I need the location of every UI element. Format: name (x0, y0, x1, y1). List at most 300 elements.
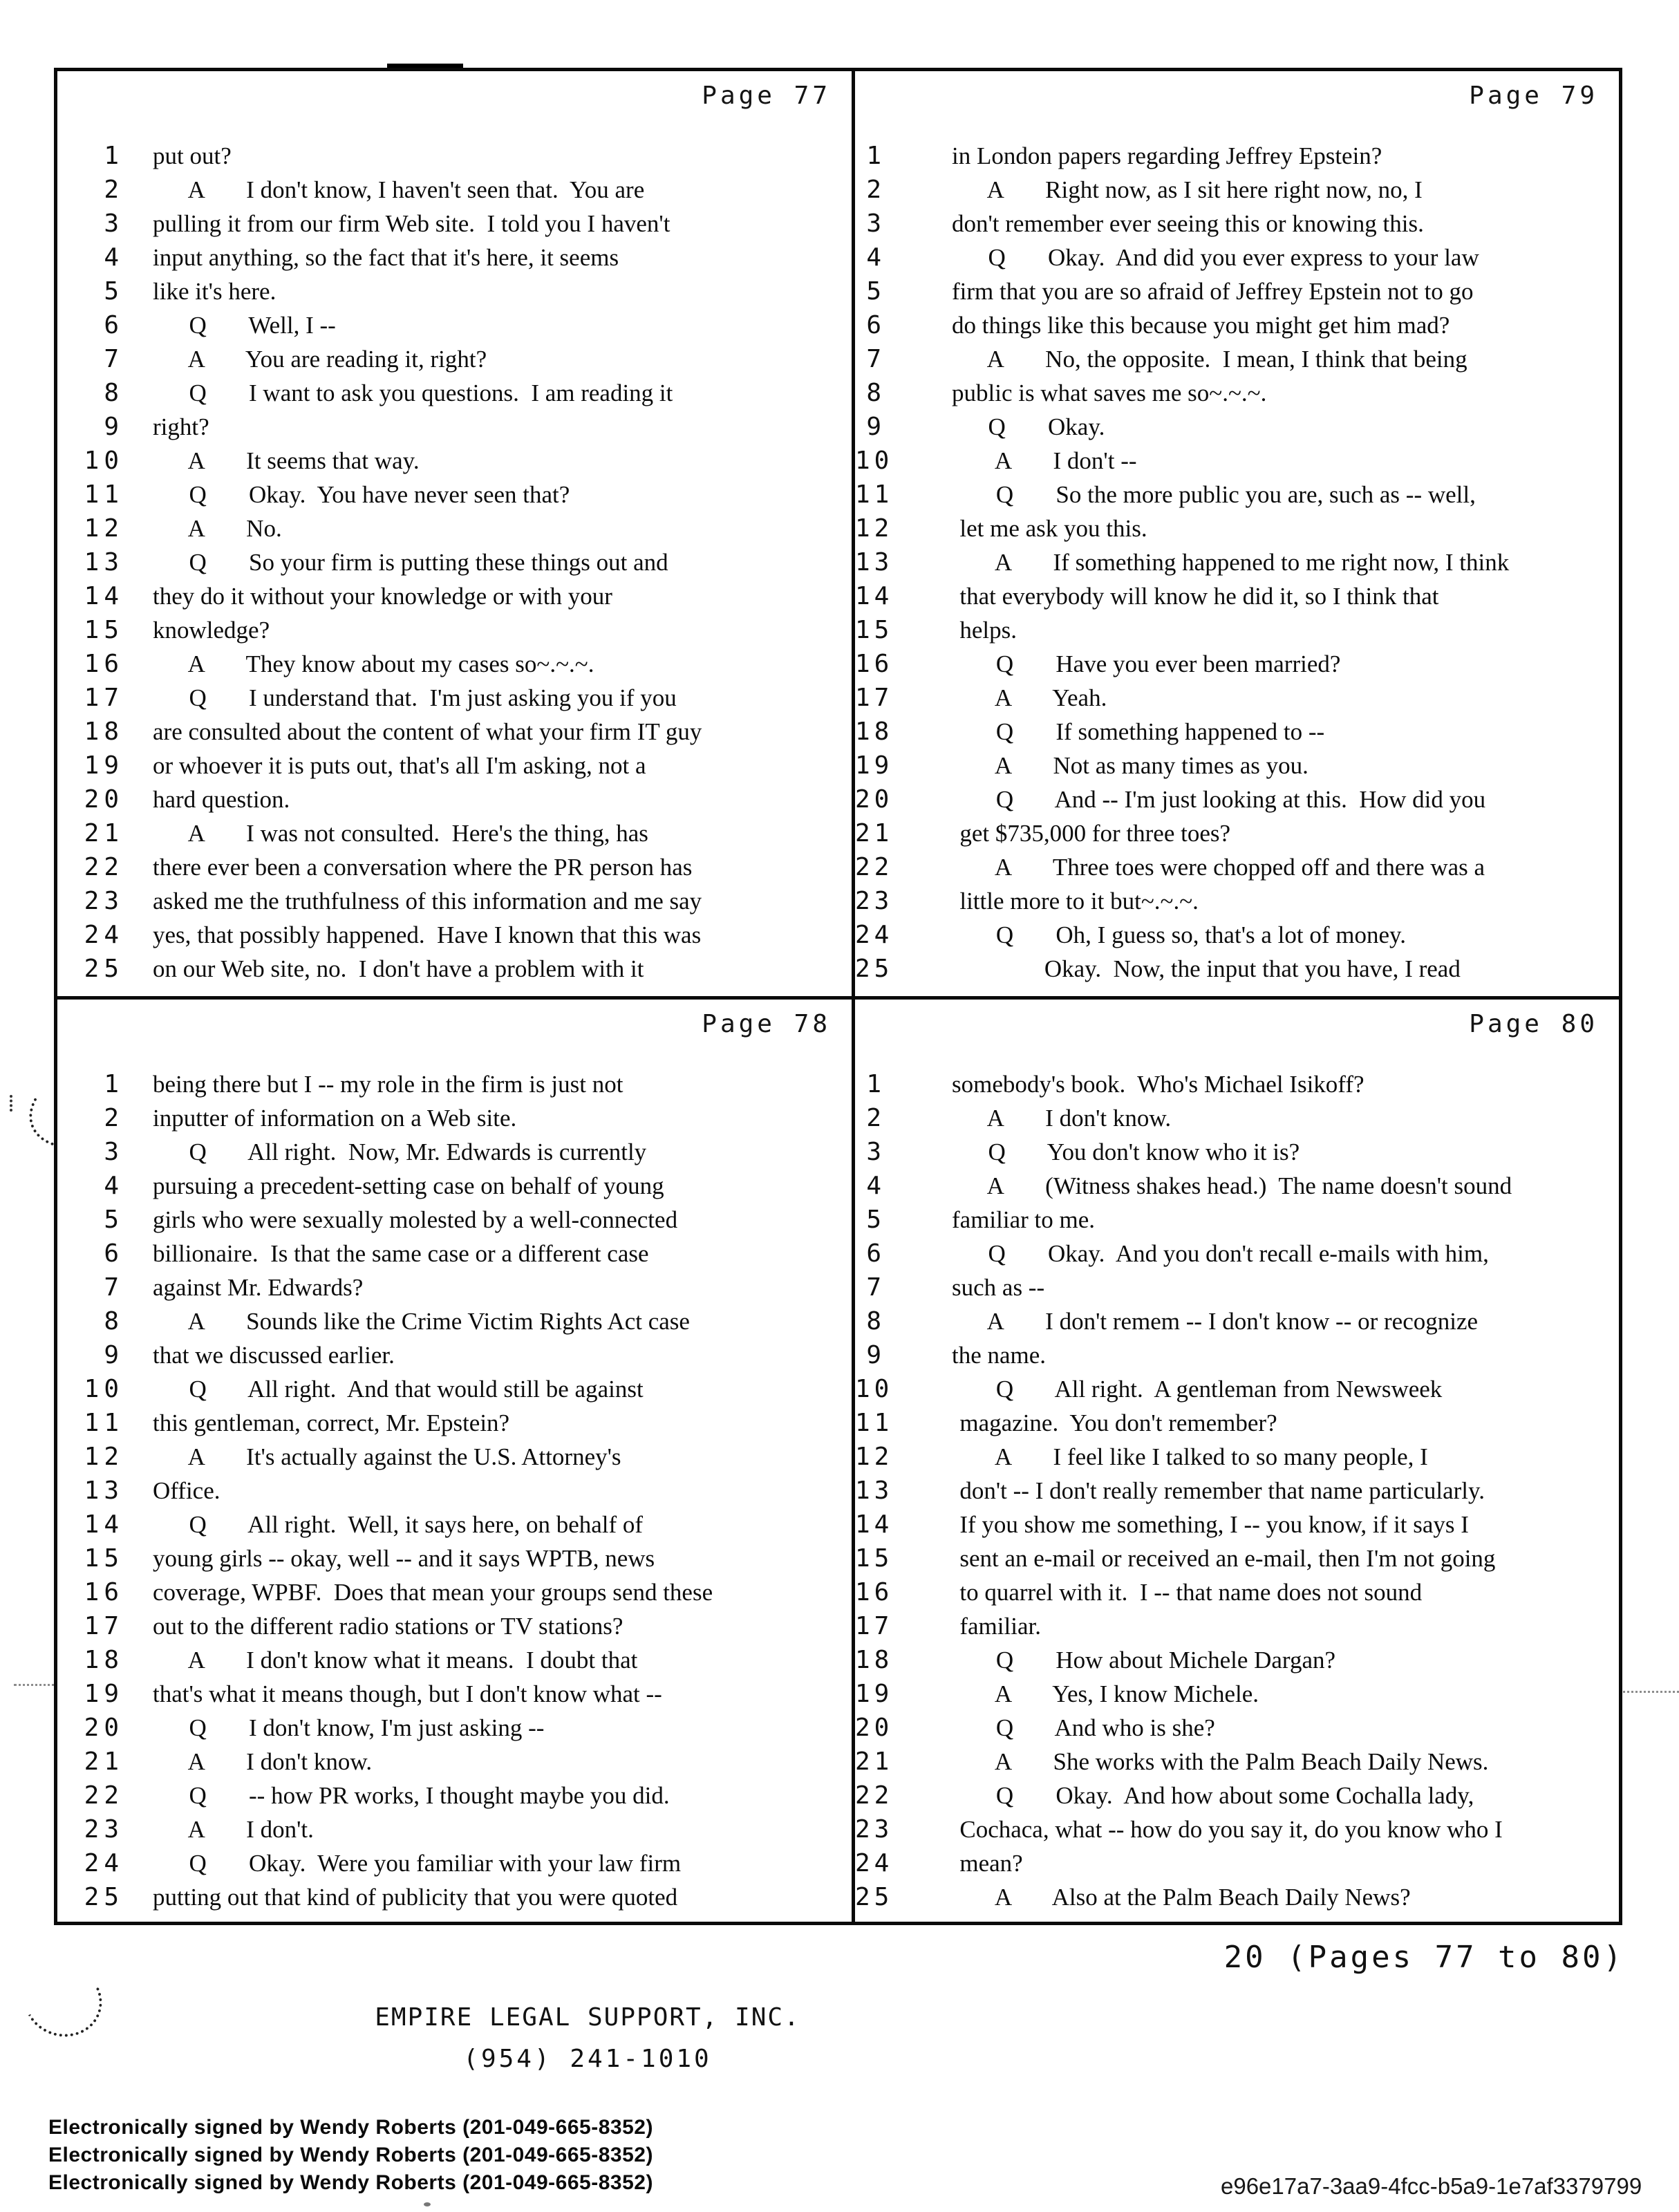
line-text: A I don't know what it means. I doubt that (153, 1647, 638, 1674)
line-text: get $735,000 for three toes? (959, 820, 1231, 847)
transcript-line (855, 1338, 1619, 1372)
transcript-line (855, 850, 1619, 884)
line-number: 25 (855, 1883, 894, 1911)
line-number: 25 (84, 1883, 124, 1911)
line-number: 6 (104, 311, 124, 339)
line-number: 24 (84, 1849, 124, 1877)
line-text: coverage, WPBF. Does that mean your groups send these (153, 1579, 713, 1606)
page-79-lines (855, 139, 1619, 986)
line-text: A Yes, I know Michele. (959, 1680, 1259, 1707)
line-number: 8 (866, 379, 885, 407)
page-78-header: Page 78 (702, 1010, 831, 1038)
signature-line: Electronically signed by Wendy Roberts (201-049-665-8352) (48, 2116, 653, 2139)
line-text: familiar to me. (952, 1206, 1096, 1233)
transcript-line (855, 952, 1619, 986)
line-number: 10 (84, 447, 124, 475)
line-number: 1 (866, 142, 885, 170)
transcript-line (57, 647, 852, 681)
line-number: 14 (84, 1510, 124, 1539)
line-text: A I don't know. (952, 1105, 1172, 1132)
line-number: 16 (84, 1578, 124, 1606)
transcript-line (855, 545, 1619, 579)
transcript-line (855, 1575, 1619, 1609)
line-text: firm that you are so afraid of Jeffrey Epstein not to go (952, 278, 1474, 305)
line-text: input anything, so the fact that it's here, it seems (153, 244, 619, 271)
line-number: 4 (866, 1172, 885, 1200)
transcript-line (855, 681, 1619, 715)
line-text: A Not as many times as you. (959, 752, 1309, 779)
transcript-line (57, 241, 852, 274)
line-number: 19 (855, 1680, 894, 1708)
transcript-line (57, 952, 852, 986)
line-number: 3 (866, 1138, 885, 1166)
transcript-line (855, 1541, 1619, 1575)
line-text: Q Okay. And did you ever express to your law (952, 244, 1479, 271)
line-text: A Also at the Palm Beach Daily News? (959, 1884, 1411, 1911)
line-number: 12 (84, 1443, 124, 1471)
transcript-line (57, 342, 852, 376)
transcript-line (57, 512, 852, 545)
transcript-line (57, 207, 852, 241)
line-number: 22 (855, 1781, 894, 1810)
line-text: Q All right. A gentleman from Newsweek (959, 1376, 1443, 1403)
line-text: this gentleman, correct, Mr. Epstein? (153, 1409, 510, 1436)
line-number: 7 (104, 1273, 124, 1302)
transcript-line (855, 139, 1619, 173)
transcript-line (57, 1067, 852, 1101)
line-number: 17 (84, 684, 124, 712)
line-text: A Right now, as I sit here right now, no, I (952, 176, 1423, 203)
line-number: 1 (104, 1070, 124, 1098)
line-text: A No. (153, 515, 282, 542)
line-number: 17 (855, 1612, 894, 1640)
line-number: 21 (855, 1747, 894, 1776)
line-text: to quarrel with it. I -- that name does not sound (959, 1579, 1423, 1606)
line-text: A If something happened to me right now, I think (959, 549, 1510, 576)
line-number: 23 (84, 887, 124, 915)
line-number: 5 (104, 277, 124, 306)
transcript-line (855, 1609, 1619, 1643)
line-text: that we discussed earlier. (153, 1342, 395, 1369)
line-number: 13 (855, 1477, 894, 1505)
line-number: 20 (84, 1714, 124, 1742)
transcript-line (855, 512, 1619, 545)
line-number: 5 (866, 277, 885, 306)
transcript-line (855, 1135, 1619, 1169)
transcript-line (57, 1372, 852, 1406)
court-reporter-phone: (954) 241-1010 (463, 2045, 712, 2073)
line-number: 22 (84, 853, 124, 881)
line-text: yes, that possibly happened. Have I known that this was (153, 921, 702, 948)
transcript-line (855, 816, 1619, 850)
transcript-line (57, 1575, 852, 1609)
transcript-line (57, 782, 852, 816)
line-text: Cochaca, what -- how do you say it, do you know who I (959, 1816, 1503, 1843)
line-number: 12 (855, 1443, 894, 1471)
line-text: A She works with the Palm Beach Daily News. (959, 1748, 1489, 1775)
line-number: 20 (84, 785, 124, 814)
line-number: 13 (84, 1477, 124, 1505)
transcript-line (57, 1203, 852, 1237)
line-text: Q Okay. Were you familiar with your law firm (153, 1850, 682, 1877)
page-79-header: Page 79 (1469, 82, 1598, 110)
line-text: A Three toes were chopped off and there was a (959, 854, 1485, 881)
line-text: billionaire. Is that the same case or a different case (153, 1240, 649, 1267)
transcript-line (57, 1779, 852, 1812)
line-text: such as -- (952, 1274, 1045, 1301)
line-text: A No, the opposite. I mean, I think that being (952, 346, 1467, 373)
line-text: do things like this because you might get him mad? (952, 312, 1450, 339)
line-text: Q And who is she? (959, 1714, 1215, 1741)
line-text: Q So your firm is putting these things out and (153, 549, 668, 576)
line-number: 25 (84, 955, 124, 983)
line-text: A Sounds like the Crime Victim Rights Act case (153, 1308, 690, 1335)
line-number: 2 (104, 176, 124, 204)
transcript-line (57, 1609, 852, 1643)
court-reporter-company: EMPIRE LEGAL SUPPORT, INC. (375, 2003, 800, 2032)
line-number: 6 (866, 1239, 885, 1268)
line-text: Q All right. Well, it says here, on behalf of (153, 1511, 644, 1538)
line-number: 8 (866, 1307, 885, 1335)
line-number: 2 (866, 176, 885, 204)
line-text: young girls -- okay, well -- and it says WPTB, news (153, 1545, 655, 1572)
line-text: A You are reading it, right? (153, 346, 487, 373)
line-text: Q All right. And that would still be against (153, 1376, 644, 1403)
transcript-line (855, 1812, 1619, 1846)
line-text: A Yeah. (959, 684, 1107, 711)
transcript-line (57, 1474, 852, 1508)
line-number: 4 (104, 1172, 124, 1200)
document-id: e96e17a7-3aa9-4fcc-b5a9-1e7af3379799 (1221, 2173, 1642, 2199)
transcript-grid (54, 68, 1622, 1925)
line-text: Q I don't know, I'm just asking -- (153, 1714, 545, 1741)
transcript-line (57, 376, 852, 410)
line-number: 3 (866, 209, 885, 238)
transcript-line (57, 274, 852, 308)
line-text: or whoever it is puts out, that's all I'm asking, not a (153, 752, 646, 779)
line-number: 8 (104, 1307, 124, 1335)
line-number: 10 (84, 1375, 124, 1403)
transcript-line (855, 1745, 1619, 1779)
line-number: 15 (855, 616, 894, 644)
line-text: Q Okay. And you don't recall e-mails with him, (952, 1240, 1489, 1267)
scan-artifact-speck (424, 2202, 431, 2206)
transcript-line (57, 1406, 852, 1440)
line-number: 17 (855, 684, 894, 712)
line-number: 22 (84, 1781, 124, 1810)
transcript-line (57, 139, 852, 173)
line-number: 2 (104, 1104, 124, 1132)
line-text: Q How about Michele Dargan? (959, 1647, 1336, 1674)
transcript-line (57, 410, 852, 444)
line-text: Q So the more public you are, such as -- well, (959, 481, 1476, 508)
line-text: Q Okay. You have never seen that? (153, 481, 570, 508)
line-number: 10 (855, 447, 894, 475)
line-number: 2 (866, 1104, 885, 1132)
line-number: 20 (855, 785, 894, 814)
line-number: 16 (855, 650, 894, 678)
line-text: against Mr. Edwards? (153, 1274, 364, 1301)
page-80-lines (855, 1067, 1619, 1914)
line-number: 9 (866, 1341, 885, 1369)
line-number: 3 (104, 1138, 124, 1166)
transcript-line (57, 1169, 852, 1203)
transcript-line (855, 1304, 1619, 1338)
transcript-line (855, 1237, 1619, 1271)
line-text: don't remember ever seeing this or knowing this. (952, 210, 1424, 237)
line-number: 9 (104, 1341, 124, 1369)
transcript-line (855, 1169, 1619, 1203)
line-number: 21 (84, 1747, 124, 1776)
line-text: A I feel like I talked to so many people, I (959, 1443, 1428, 1470)
line-number: 18 (84, 718, 124, 746)
transcript-line (57, 1846, 852, 1880)
line-text: Q If something happened to -- (959, 718, 1325, 745)
line-text: magazine. You don't remember? (959, 1409, 1277, 1436)
line-text: Q I understand that. I'm just asking you if you (153, 684, 677, 711)
transcript-line (855, 1406, 1619, 1440)
page-78-panel (57, 996, 852, 1922)
line-text: A I was not consulted. Here's the thing, has (153, 820, 648, 847)
line-number: 13 (84, 548, 124, 577)
line-text: Q Okay. And how about some Cochalla lady, (959, 1782, 1474, 1809)
transcript-line (855, 613, 1619, 647)
transcript-line (855, 342, 1619, 376)
transcript-line (57, 1101, 852, 1135)
line-text: pursuing a precedent-setting case on behalf of young (153, 1172, 664, 1199)
line-text: there ever been a conversation where the PR person has (153, 854, 693, 881)
transcript-line (855, 749, 1619, 782)
line-number: 11 (855, 480, 894, 509)
line-number: 17 (84, 1612, 124, 1640)
line-text: little more to it but~.~.~. (959, 888, 1199, 915)
electronic-signatures (48, 2114, 653, 2197)
line-text: Q Oh, I guess so, that's a lot of money. (959, 921, 1406, 948)
page-80-panel (852, 996, 1619, 1922)
transcript-line (57, 850, 852, 884)
transcript-line (855, 1474, 1619, 1508)
line-text: helps. (959, 617, 1017, 644)
line-number: 9 (104, 413, 124, 441)
line-number: 15 (855, 1544, 894, 1573)
line-number: 16 (855, 1578, 894, 1606)
line-number: 4 (104, 243, 124, 272)
line-number: 15 (84, 616, 124, 644)
line-text: Q -- how PR works, I thought maybe you did. (153, 1782, 670, 1809)
transcript-line (57, 816, 852, 850)
transcript-line (855, 715, 1619, 749)
line-text: If you show me something, I -- you know, if it says I (959, 1511, 1469, 1538)
transcript-line (855, 1067, 1619, 1101)
line-number: 12 (84, 514, 124, 543)
line-number: 22 (855, 853, 894, 881)
line-text: A I don't. (153, 1816, 314, 1843)
transcript-line (855, 1711, 1619, 1745)
scan-artifact-left-margin-dots (10, 1095, 12, 1112)
line-text: A They know about my cases so~.~.~. (153, 650, 594, 677)
transcript-line (57, 1237, 852, 1271)
transcript-line (855, 207, 1619, 241)
transcript-line (57, 1541, 852, 1575)
line-number: 16 (84, 650, 124, 678)
transcript-line (57, 1880, 852, 1914)
line-number: 24 (855, 921, 894, 949)
line-number: 14 (855, 1510, 894, 1539)
line-text: in London papers regarding Jeffrey Epstein? (952, 142, 1382, 169)
court-reporter-block (0, 2002, 1175, 2075)
line-number: 19 (855, 751, 894, 780)
line-text: like it's here. (153, 278, 276, 305)
line-number: 7 (866, 1273, 885, 1302)
line-number: 21 (855, 819, 894, 847)
line-number: 5 (104, 1206, 124, 1234)
line-text: Q Okay. (952, 413, 1105, 440)
line-text: Q Have you ever been married? (959, 650, 1341, 677)
transcript-line (57, 681, 852, 715)
line-number: 23 (855, 1815, 894, 1844)
line-text: A It seems that way. (153, 447, 420, 474)
page-79-panel (852, 71, 1619, 996)
line-number: 11 (84, 1409, 124, 1437)
line-number: 21 (84, 819, 124, 847)
transcript-line (855, 478, 1619, 512)
transcript-line (57, 545, 852, 579)
line-text: A I don't know, I haven't seen that. You are (153, 176, 645, 203)
line-number: 20 (855, 1714, 894, 1742)
line-text: mean? (959, 1850, 1023, 1877)
line-text: they do it without your knowledge or with your (153, 583, 612, 610)
transcript-line (57, 1643, 852, 1677)
line-text: A (Witness shakes head.) The name doesn't sound (952, 1172, 1512, 1199)
line-number: 14 (84, 582, 124, 610)
line-text: are consulted about the content of what your firm IT guy (153, 718, 702, 745)
line-number: 11 (84, 480, 124, 509)
transcript-line (57, 613, 852, 647)
transcript-line (855, 1203, 1619, 1237)
line-text: the name. (952, 1342, 1047, 1369)
line-number: 6 (104, 1239, 124, 1268)
line-text: pulling it from our firm Web site. I told you I haven't (153, 210, 670, 237)
line-text: Office. (153, 1477, 221, 1504)
line-text: right? (153, 413, 209, 440)
line-number: 11 (855, 1409, 894, 1437)
line-number: 18 (855, 718, 894, 746)
line-number: 23 (84, 1815, 124, 1844)
line-text: Q All right. Now, Mr. Edwards is currently (153, 1138, 647, 1165)
transcript-line (57, 884, 852, 918)
page-range-indicator: 20 (Pages 77 to 80) (1223, 1940, 1624, 1975)
line-text: out to the different radio stations or TV stations? (153, 1613, 623, 1640)
transcript-line (855, 1880, 1619, 1914)
transcript-line (855, 1271, 1619, 1304)
line-number: 18 (855, 1646, 894, 1674)
line-number: 24 (855, 1849, 894, 1877)
transcript-line (57, 1677, 852, 1711)
transcript-line (855, 274, 1619, 308)
line-text: put out? (153, 142, 232, 169)
transcript-line (57, 918, 852, 952)
line-text: that everybody will know he did it, so I think that (959, 583, 1439, 610)
line-number: 9 (866, 413, 885, 441)
line-number: 18 (84, 1646, 124, 1674)
transcript-line (57, 1338, 852, 1372)
line-text: knowledge? (153, 617, 270, 644)
transcript-line (57, 1135, 852, 1169)
line-number: 3 (104, 209, 124, 238)
transcript-line (57, 308, 852, 342)
transcript-line (855, 241, 1619, 274)
transcript-line (855, 1779, 1619, 1812)
transcript-line (855, 308, 1619, 342)
line-number: 19 (84, 1680, 124, 1708)
transcript-line (855, 1101, 1619, 1135)
line-text: Q Well, I -- (153, 312, 336, 339)
line-number: 24 (84, 921, 124, 949)
transcript-line (855, 1508, 1619, 1541)
signature-line: Electronically signed by Wendy Roberts (201-049-665-8352) (48, 2171, 653, 2194)
transcript-line (855, 1677, 1619, 1711)
line-text: familiar. (959, 1613, 1041, 1640)
signature-line: Electronically signed by Wendy Roberts (201-049-665-8352) (48, 2144, 653, 2166)
line-number: 7 (104, 345, 124, 373)
transcript-line (855, 1643, 1619, 1677)
transcript-line (855, 782, 1619, 816)
transcript-line (57, 1745, 852, 1779)
transcript-line (855, 884, 1619, 918)
line-text: asked me the truthfulness of this information and me say (153, 888, 702, 915)
transcript-line (57, 478, 852, 512)
transcript-line (57, 1711, 852, 1745)
line-text: being there but I -- my role in the firm is just not (153, 1071, 623, 1098)
line-number: 23 (855, 887, 894, 915)
transcript-line (57, 715, 852, 749)
line-text: Q And -- I'm just looking at this. How did you (959, 786, 1486, 813)
transcript-line (855, 1372, 1619, 1406)
line-text: A It's actually against the U.S. Attorney's (153, 1443, 621, 1470)
line-text: on our Web site, no. I don't have a problem with it (153, 955, 644, 982)
line-number: 5 (866, 1206, 885, 1234)
transcript-line (855, 1440, 1619, 1474)
line-number: 13 (855, 548, 894, 577)
line-number: 1 (104, 142, 124, 170)
line-text: don't -- I don't really remember that name particularly. (959, 1477, 1485, 1504)
line-text: girls who were sexually molested by a well-connected (153, 1206, 678, 1233)
page-80-header: Page 80 (1469, 1010, 1598, 1038)
line-text: let me ask you this. (959, 515, 1147, 542)
line-number: 14 (855, 582, 894, 610)
transcript-line (855, 173, 1619, 207)
line-number: 6 (866, 311, 885, 339)
line-text: that's what it means though, but I don't know what -- (153, 1680, 662, 1707)
line-number: 12 (855, 514, 894, 543)
line-text: A I don't -- (959, 447, 1137, 474)
transcript-line (57, 1440, 852, 1474)
line-number: 1 (866, 1070, 885, 1098)
line-number: 7 (866, 345, 885, 373)
transcript-line (57, 749, 852, 782)
line-text: A I don't know. (153, 1748, 373, 1775)
line-number: 15 (84, 1544, 124, 1573)
transcript-line (57, 1271, 852, 1304)
transcript-line (855, 376, 1619, 410)
line-text: inputter of information on a Web site. (153, 1105, 517, 1132)
line-number: 19 (84, 751, 124, 780)
page-77-header: Page 77 (702, 82, 831, 110)
line-text: Q You don't know who it is? (952, 1138, 1300, 1165)
line-text: putting out that kind of publicity that you were quoted (153, 1884, 678, 1911)
transcript-line (855, 410, 1619, 444)
transcript-line (57, 579, 852, 613)
